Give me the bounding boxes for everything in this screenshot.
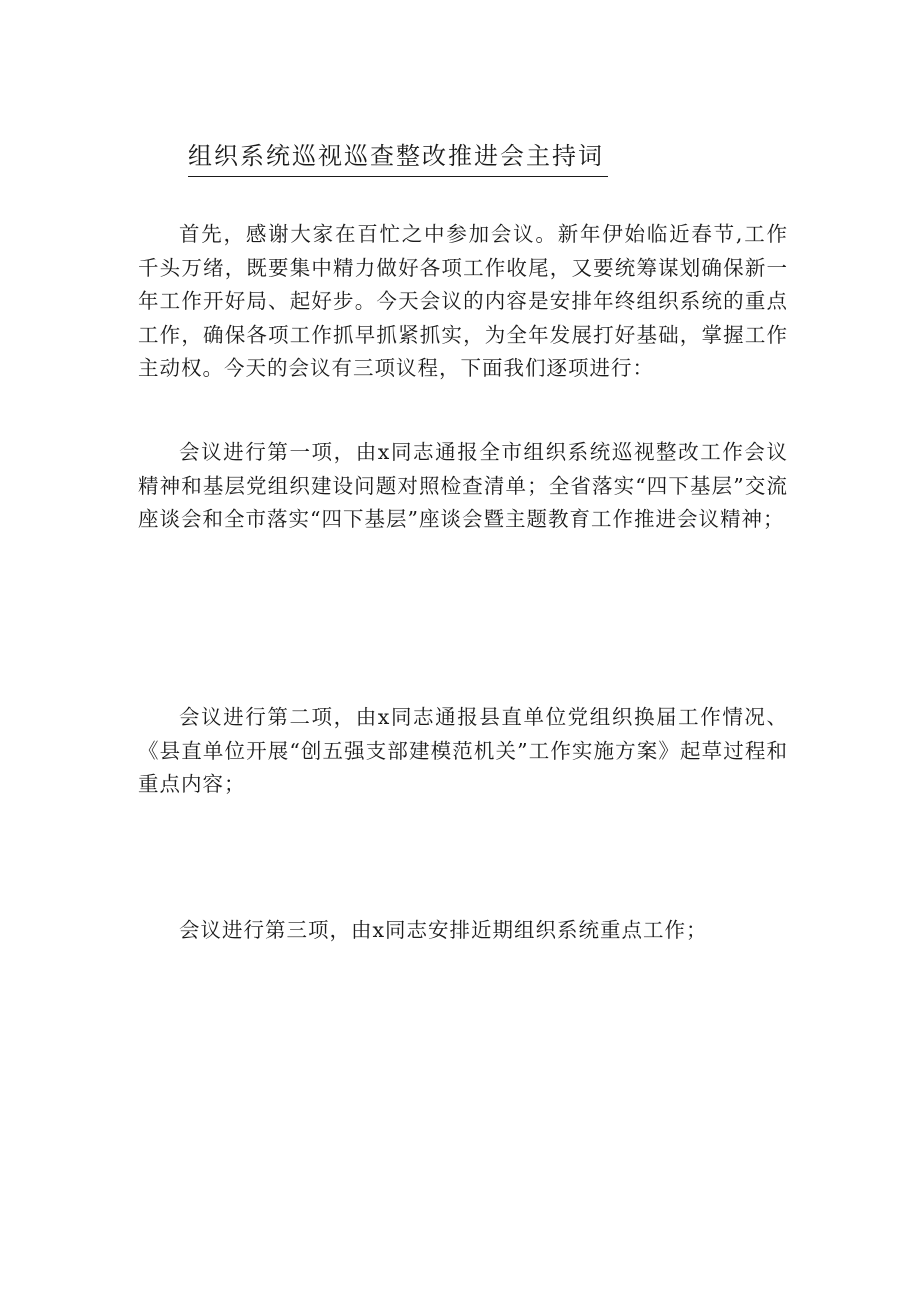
paragraph-agenda-item-2: 会议进行第二项，由x同志通报县直单位党组织换届工作情况、《县直单位开展“创五强支部建模范机关”工作实施方案》起草过程和重点内容； <box>138 705 788 796</box>
paragraph-opening: 首先，感谢大家在百忙之中参加会议。新年伊始临近春节,工作千头万绪，既要集中精力做好各项工作收尾，又要统筹谋划确保新一年工作开好局、起好步。今天会议的内容是安排年终组织系统的重点工作，确保各项工作抓早抓紧抓实，为全年发展打好基础，掌握工作主动权。今天的会议有三项议程，下面我们逐项进行： <box>138 222 788 380</box>
paragraph-agenda-item-1: 会议进行第一项，由x同志通报全市组织系统巡视整改工作会议精神和基层党组织建设问题对照检查清单；全省落实“四下基层”交流座谈会和全市落实“四下基层”座谈会暨主题教育工作推进会议精神； <box>138 440 788 531</box>
paragraph-agenda-item-3: 会议进行第三项，由x同志安排近期组织系统重点工作； <box>179 918 708 942</box>
document-title: 组织系统巡视巡查整改推进会主持词 <box>188 136 608 177</box>
